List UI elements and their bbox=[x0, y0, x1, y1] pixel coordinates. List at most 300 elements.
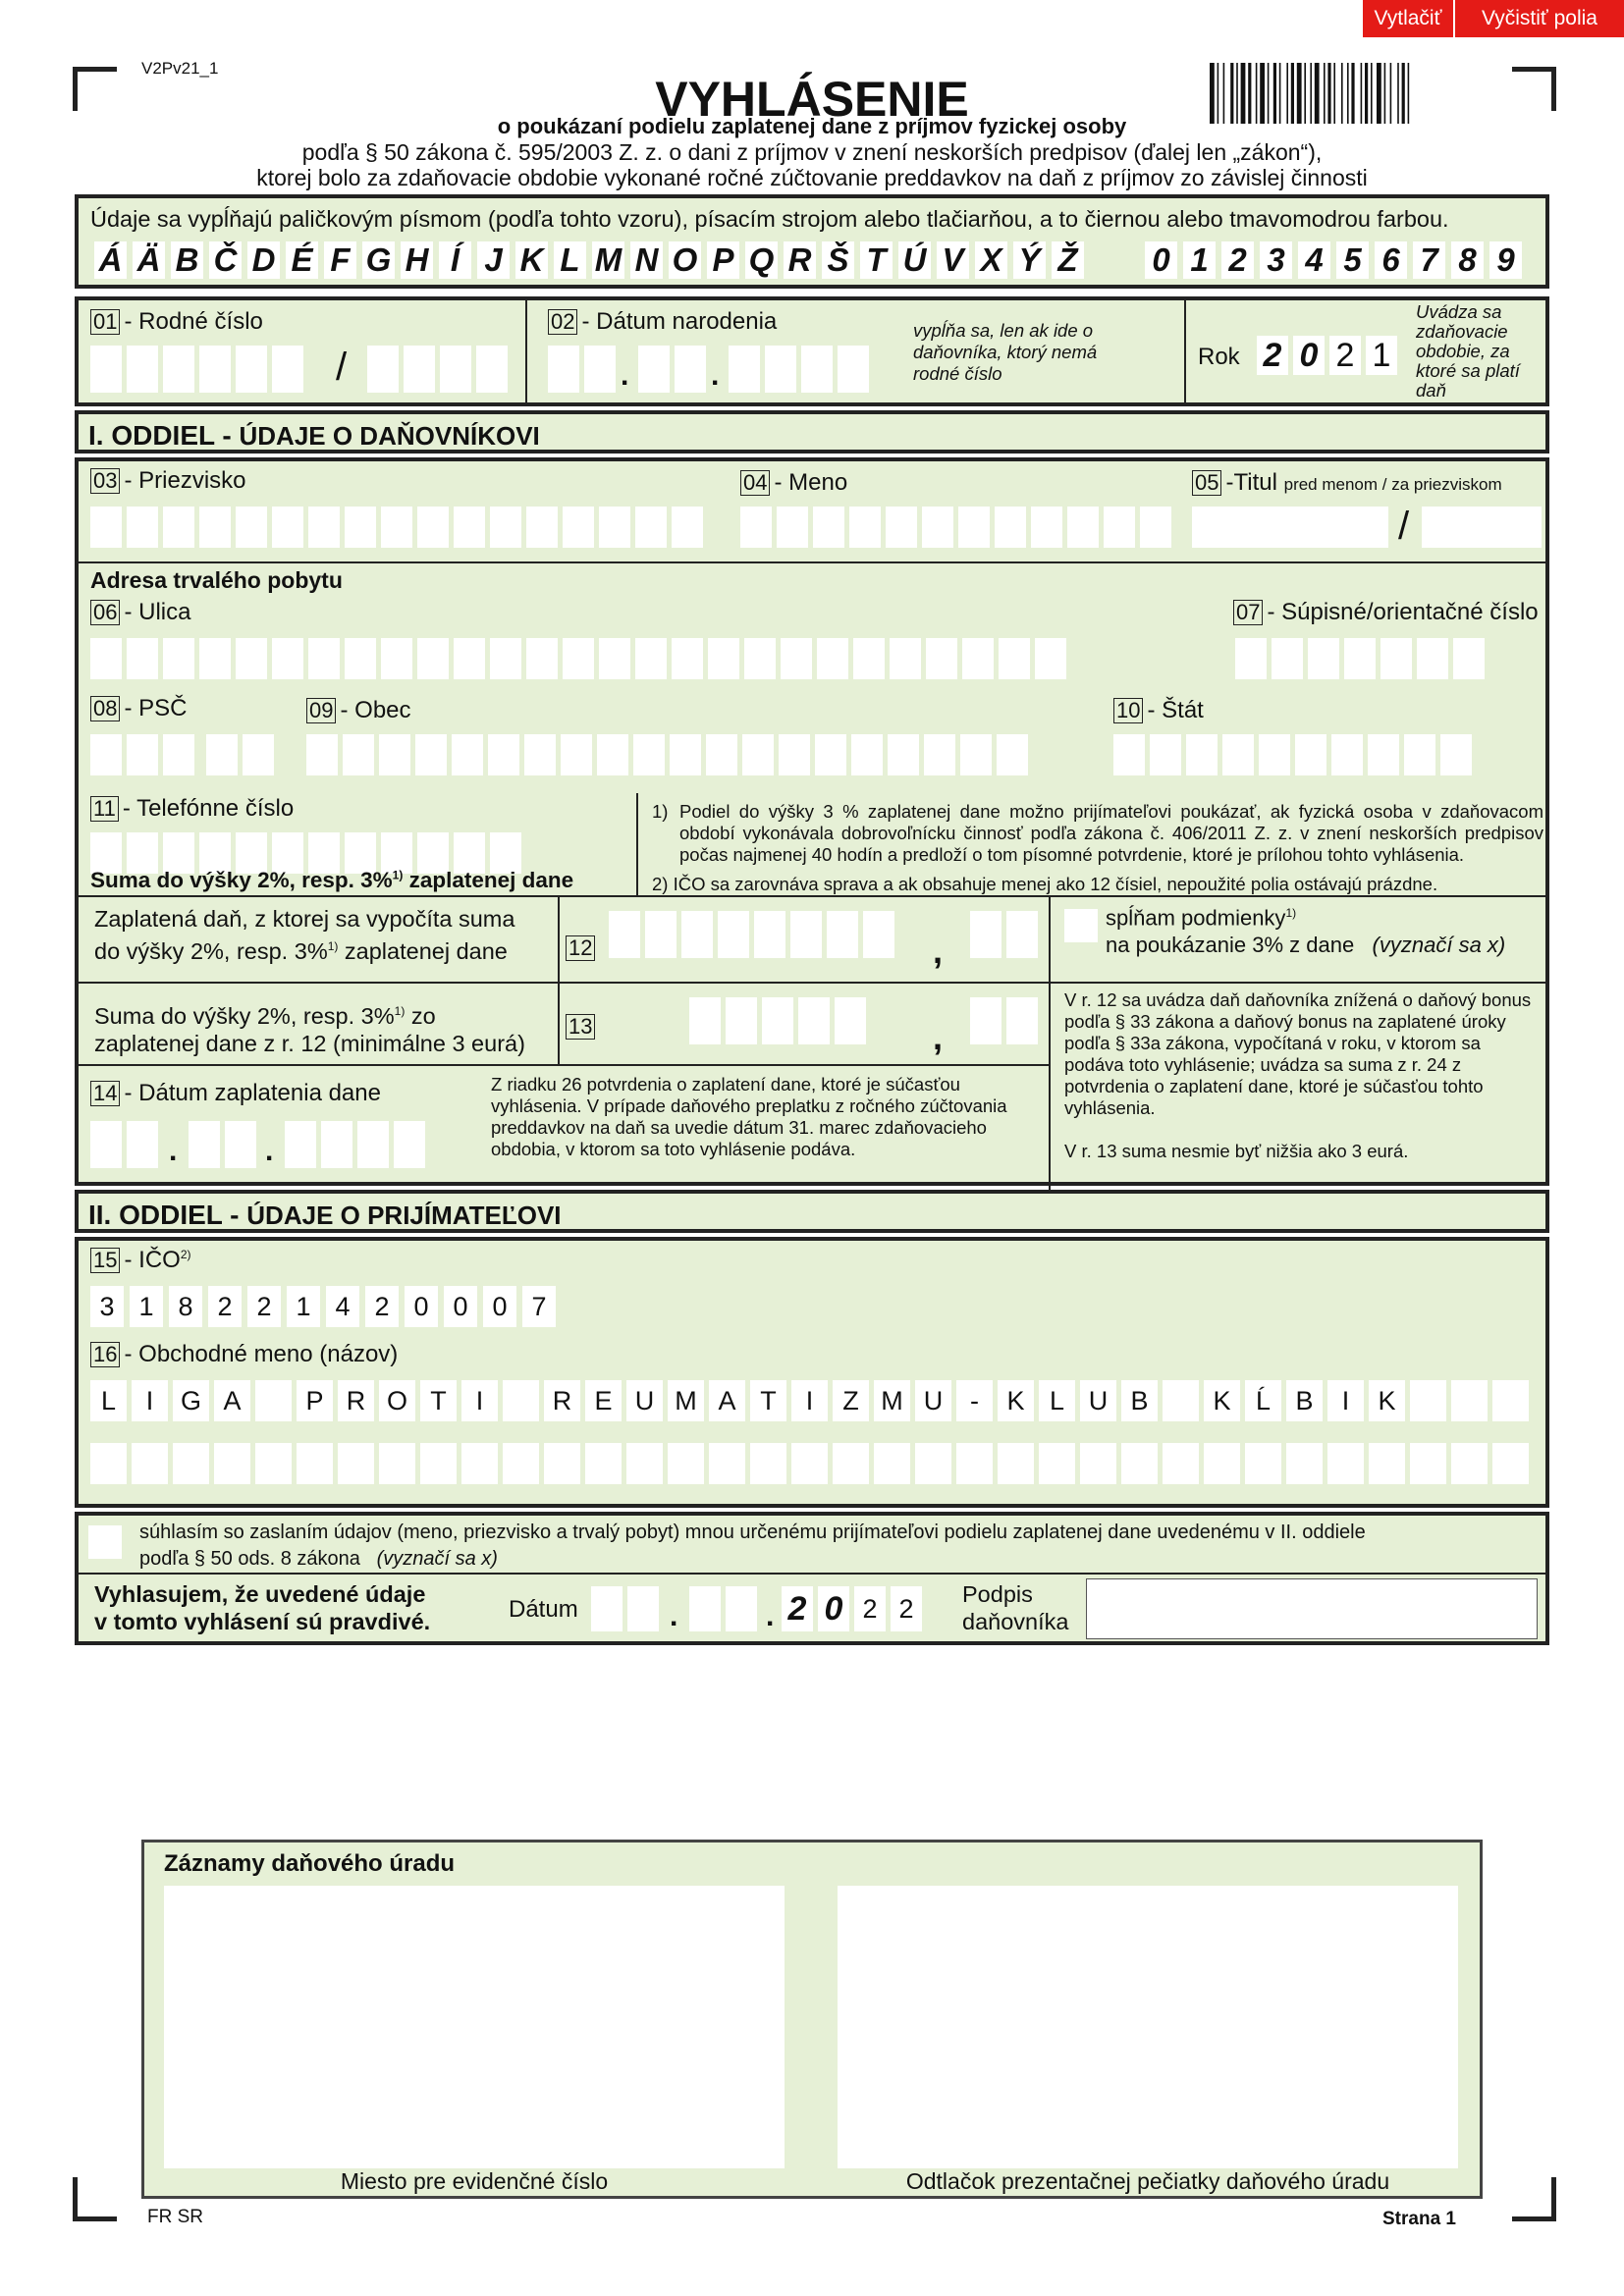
input-cell[interactable] bbox=[163, 507, 194, 548]
input-cell[interactable] bbox=[742, 734, 774, 775]
sample-char: 6 bbox=[1375, 241, 1407, 279]
input-cell[interactable] bbox=[454, 507, 485, 548]
payment-date-year[interactable] bbox=[285, 1121, 430, 1168]
input-cell[interactable] bbox=[236, 346, 267, 393]
input-cell[interactable] bbox=[214, 1443, 250, 1484]
input-cell[interactable] bbox=[922, 507, 953, 548]
print-button[interactable]: Vytlačiť bbox=[1363, 0, 1453, 37]
input-cell[interactable]: E bbox=[585, 1380, 622, 1421]
input-cell[interactable] bbox=[297, 1443, 333, 1484]
input-cell[interactable] bbox=[90, 507, 122, 548]
page-subtitle: o poukázaní podielu zaplatenej dane z príjmov fyzickej osoby bbox=[497, 114, 1127, 138]
tax-year[interactable] bbox=[1257, 336, 1402, 375]
input-cell[interactable] bbox=[960, 734, 992, 775]
input-cell[interactable] bbox=[440, 346, 471, 393]
input-cell[interactable] bbox=[163, 638, 194, 679]
input-cell[interactable] bbox=[394, 1121, 425, 1168]
instructions-box bbox=[75, 194, 1549, 289]
input-cell[interactable] bbox=[827, 911, 858, 958]
input-cell[interactable] bbox=[379, 734, 410, 775]
declaration-date-month[interactable] bbox=[689, 1586, 762, 1631]
title-after-input[interactable] bbox=[1422, 507, 1542, 548]
input-cell[interactable] bbox=[706, 734, 737, 775]
input-cell[interactable]: I bbox=[1327, 1380, 1364, 1421]
input-cell[interactable] bbox=[417, 638, 449, 679]
input-cell[interactable] bbox=[272, 507, 303, 548]
birth-date-year[interactable] bbox=[729, 346, 874, 393]
input-cell[interactable] bbox=[849, 507, 881, 548]
input-cell[interactable] bbox=[726, 1586, 757, 1631]
input-cell[interactable]: L bbox=[1039, 1380, 1075, 1421]
input-cell[interactable] bbox=[801, 346, 833, 393]
input-cell[interactable] bbox=[1410, 1380, 1446, 1421]
share-amount-euros[interactable] bbox=[689, 997, 871, 1044]
input-cell[interactable] bbox=[563, 507, 594, 548]
input-cell[interactable] bbox=[718, 911, 749, 958]
input-cell[interactable] bbox=[90, 1443, 127, 1484]
input-cell[interactable] bbox=[503, 1443, 539, 1484]
input-cell[interactable]: U bbox=[626, 1380, 663, 1421]
paid-tax-cents[interactable] bbox=[970, 911, 1043, 958]
input-cell[interactable] bbox=[1006, 911, 1038, 958]
input-cell[interactable] bbox=[890, 638, 921, 679]
input-cell[interactable] bbox=[744, 638, 776, 679]
suma-heading: Suma do výšky 2%, resp. 3%$^{1)}$ zaplatenej dane bbox=[90, 868, 574, 892]
input-cell[interactable] bbox=[1235, 638, 1267, 679]
input-cell[interactable] bbox=[886, 507, 917, 548]
input-cell[interactable] bbox=[584, 346, 616, 393]
input-cell[interactable]: B bbox=[1121, 1380, 1158, 1421]
input-cell[interactable]: 2 bbox=[365, 1286, 399, 1327]
input-cell[interactable] bbox=[1186, 734, 1218, 775]
input-cell[interactable] bbox=[1410, 1443, 1446, 1484]
input-cell[interactable] bbox=[1308, 638, 1339, 679]
input-cell[interactable] bbox=[1380, 638, 1412, 679]
country-input[interactable] bbox=[1113, 734, 1477, 775]
input-cell[interactable] bbox=[863, 911, 894, 958]
input-cell[interactable] bbox=[638, 346, 670, 393]
input-cell[interactable]: 0 bbox=[818, 1586, 849, 1631]
input-cell[interactable] bbox=[544, 1443, 580, 1484]
sample-char: Ž bbox=[1052, 241, 1084, 279]
input-cell[interactable] bbox=[815, 734, 846, 775]
input-cell[interactable] bbox=[585, 1443, 622, 1484]
input-cell[interactable] bbox=[926, 638, 957, 679]
input-cell[interactable] bbox=[338, 1443, 374, 1484]
input-cell[interactable] bbox=[90, 734, 122, 775]
input-cell[interactable] bbox=[790, 911, 822, 958]
birth-date-day[interactable] bbox=[548, 346, 621, 393]
birth-number-part2[interactable] bbox=[367, 346, 513, 393]
declaration-date-day[interactable] bbox=[591, 1586, 664, 1631]
input-cell[interactable] bbox=[1272, 638, 1303, 679]
input-cell[interactable] bbox=[1331, 734, 1363, 775]
input-cell[interactable]: 0 bbox=[444, 1286, 477, 1327]
input-cell[interactable] bbox=[548, 346, 579, 393]
input-cell[interactable] bbox=[956, 1443, 993, 1484]
page-title: VYHLÁSENIE bbox=[655, 72, 969, 127]
input-cell[interactable] bbox=[199, 638, 231, 679]
input-cell[interactable] bbox=[1286, 1443, 1323, 1484]
input-cell[interactable]: A bbox=[214, 1380, 250, 1421]
input-cell[interactable] bbox=[206, 734, 238, 775]
input-cell[interactable] bbox=[970, 911, 1001, 958]
input-cell[interactable] bbox=[681, 911, 713, 958]
input-cell[interactable] bbox=[420, 1443, 457, 1484]
input-cell[interactable] bbox=[675, 346, 706, 393]
declaration-text: Vyhlasujem, že uvedené údaje v tomto vyhlásení sú pravdivé. bbox=[94, 1581, 431, 1634]
input-cell[interactable] bbox=[357, 1121, 389, 1168]
signature-field[interactable] bbox=[1086, 1578, 1538, 1639]
input-cell[interactable]: 0 bbox=[1293, 336, 1325, 375]
sample-char: Ú bbox=[898, 241, 931, 279]
input-cell[interactable] bbox=[670, 734, 701, 775]
year-note: Uvádza sa zdaňovacie obdobie, za ktoré sa platí daň bbox=[1416, 301, 1520, 400]
birth-number-part1[interactable] bbox=[90, 346, 308, 393]
law-reference: podľa § 50 zákona č. 595/2003 Z. z. o dani z príjmov v znení neskorších predpisov (ďalej len „zákon“), bbox=[301, 139, 1323, 165]
street-input[interactable] bbox=[90, 638, 1071, 679]
input-cell[interactable] bbox=[1222, 734, 1254, 775]
input-cell[interactable] bbox=[740, 507, 772, 548]
input-cell[interactable] bbox=[503, 1380, 539, 1421]
input-cell[interactable] bbox=[90, 1121, 122, 1168]
input-cell[interactable]: U bbox=[915, 1380, 951, 1421]
surname-input[interactable] bbox=[90, 507, 708, 548]
input-cell[interactable] bbox=[1492, 1380, 1529, 1421]
input-cell[interactable] bbox=[591, 1586, 623, 1631]
evidence-number-area bbox=[164, 1886, 785, 2168]
input-cell[interactable] bbox=[308, 507, 340, 548]
input-cell[interactable] bbox=[970, 997, 1001, 1044]
input-cell[interactable] bbox=[998, 1443, 1034, 1484]
input-cell[interactable] bbox=[127, 507, 158, 548]
input-cell[interactable] bbox=[1259, 734, 1290, 775]
input-cell[interactable] bbox=[915, 1443, 951, 1484]
input-cell[interactable] bbox=[345, 507, 376, 548]
year-label: Rok bbox=[1198, 344, 1240, 370]
input-cell[interactable] bbox=[958, 507, 990, 548]
input-cell[interactable]: - bbox=[956, 1380, 993, 1421]
input-cell[interactable] bbox=[1121, 1443, 1158, 1484]
input-cell[interactable]: T bbox=[420, 1380, 457, 1421]
input-cell[interactable] bbox=[1031, 507, 1062, 548]
input-cell[interactable] bbox=[708, 638, 739, 679]
input-cell[interactable] bbox=[163, 346, 194, 393]
sample-char: P bbox=[707, 241, 739, 279]
input-cell[interactable] bbox=[1067, 507, 1099, 548]
input-cell[interactable]: 1 bbox=[130, 1286, 163, 1327]
input-cell[interactable] bbox=[1113, 734, 1145, 775]
input-cell[interactable] bbox=[838, 346, 869, 393]
input-cell[interactable]: Z bbox=[833, 1380, 869, 1421]
house-number-input[interactable] bbox=[1235, 638, 1489, 679]
input-cell[interactable] bbox=[635, 507, 667, 548]
three-percent-checkbox[interactable] bbox=[1064, 909, 1098, 942]
input-cell[interactable] bbox=[1404, 734, 1435, 775]
input-cell[interactable] bbox=[1163, 1380, 1199, 1421]
input-cell[interactable]: 2 bbox=[782, 1586, 813, 1631]
input-cell[interactable] bbox=[379, 1443, 415, 1484]
input-cell[interactable] bbox=[173, 1443, 209, 1484]
input-cell[interactable] bbox=[476, 346, 508, 393]
input-cell[interactable] bbox=[1368, 734, 1399, 775]
input-cell[interactable] bbox=[345, 638, 376, 679]
input-cell[interactable]: R bbox=[338, 1380, 374, 1421]
input-cell[interactable] bbox=[1295, 734, 1326, 775]
input-cell[interactable] bbox=[689, 997, 721, 1044]
declaration-date-year[interactable] bbox=[782, 1586, 927, 1631]
input-cell[interactable] bbox=[781, 638, 812, 679]
clear-fields-button[interactable]: Vyčistiť polia bbox=[1455, 0, 1624, 37]
input-cell[interactable] bbox=[672, 638, 703, 679]
input-cell[interactable] bbox=[163, 734, 194, 775]
input-cell[interactable] bbox=[452, 734, 483, 775]
input-cell[interactable] bbox=[132, 1443, 168, 1484]
input-cell[interactable] bbox=[765, 346, 796, 393]
input-cell[interactable] bbox=[404, 346, 435, 393]
input-cell[interactable] bbox=[526, 638, 558, 679]
input-cell[interactable] bbox=[199, 507, 231, 548]
input-cell[interactable] bbox=[1104, 507, 1135, 548]
input-cell[interactable] bbox=[306, 734, 338, 775]
law-reference-2: ktorej bolo za zdaňovacie obdobie vykonané ročné zúčtovanie preddavkov na daň z príjmov zo závislej činnosti bbox=[256, 165, 1368, 190]
input-cell[interactable] bbox=[672, 507, 703, 548]
birth-date-month[interactable] bbox=[638, 346, 711, 393]
input-cell[interactable] bbox=[1245, 1443, 1281, 1484]
input-cell[interactable] bbox=[833, 1443, 869, 1484]
input-cell[interactable] bbox=[645, 911, 677, 958]
corner-mark bbox=[73, 2177, 117, 2221]
input-cell[interactable] bbox=[689, 1586, 721, 1631]
input-cell[interactable] bbox=[627, 1586, 659, 1631]
input-cell[interactable]: K bbox=[1369, 1380, 1405, 1421]
input-cell[interactable] bbox=[417, 507, 449, 548]
input-cell[interactable] bbox=[285, 1121, 316, 1168]
input-cell[interactable] bbox=[754, 911, 785, 958]
sample-char: 9 bbox=[1489, 241, 1522, 279]
input-cell[interactable]: I bbox=[132, 1380, 168, 1421]
input-cell[interactable] bbox=[415, 734, 447, 775]
input-cell[interactable] bbox=[633, 734, 665, 775]
consent-checkbox[interactable] bbox=[88, 1525, 122, 1559]
input-cell[interactable] bbox=[127, 346, 158, 393]
input-cell[interactable] bbox=[1417, 638, 1448, 679]
input-cell[interactable] bbox=[599, 638, 630, 679]
input-cell[interactable] bbox=[343, 734, 374, 775]
input-cell[interactable] bbox=[526, 507, 558, 548]
sample-char: É bbox=[286, 241, 318, 279]
input-cell[interactable] bbox=[597, 734, 628, 775]
input-cell[interactable] bbox=[272, 638, 303, 679]
input-cell[interactable] bbox=[1344, 638, 1376, 679]
input-cell[interactable] bbox=[709, 1443, 745, 1484]
input-cell[interactable] bbox=[779, 734, 810, 775]
input-cell[interactable]: K bbox=[1204, 1380, 1240, 1421]
title-before-input[interactable] bbox=[1192, 507, 1388, 548]
input-cell[interactable] bbox=[997, 734, 1028, 775]
input-cell[interactable] bbox=[962, 638, 994, 679]
input-cell[interactable]: 0 bbox=[483, 1286, 516, 1327]
field-11-label: 11 - Telefónne číslo bbox=[90, 795, 294, 823]
input-cell[interactable] bbox=[1369, 1443, 1405, 1484]
input-cell[interactable] bbox=[563, 638, 594, 679]
input-cell[interactable]: 8 bbox=[169, 1286, 202, 1327]
input-cell[interactable] bbox=[90, 346, 122, 393]
input-cell[interactable] bbox=[255, 1380, 292, 1421]
input-cell[interactable] bbox=[817, 638, 848, 679]
input-cell[interactable] bbox=[381, 507, 412, 548]
paid-tax-euros[interactable] bbox=[609, 911, 899, 958]
input-cell[interactable] bbox=[750, 1443, 786, 1484]
input-cell[interactable]: M bbox=[874, 1380, 910, 1421]
field-14-note: Z riadku 26 potvrdenia o zaplatení dane, ktoré je súčasťou vyhlásenia. V prípade daňového preplatku z ročného zúčtovania preddavkov na daň sa uvedie dátum 31. marec zdaňovacieho obdobia, v ktorom sa toto vyhlásenie podáva. bbox=[491, 1074, 1007, 1159]
sample-char: 8 bbox=[1451, 241, 1484, 279]
input-cell[interactable] bbox=[888, 734, 919, 775]
input-cell[interactable] bbox=[127, 1121, 158, 1168]
input-cell[interactable] bbox=[609, 911, 640, 958]
input-cell[interactable]: O bbox=[379, 1380, 415, 1421]
input-cell[interactable] bbox=[243, 734, 274, 775]
input-cell[interactable] bbox=[729, 346, 760, 393]
input-cell[interactable]: I bbox=[791, 1380, 828, 1421]
input-cell[interactable] bbox=[1327, 1443, 1364, 1484]
input-cell[interactable] bbox=[1140, 507, 1171, 548]
sample-char: N bbox=[630, 241, 663, 279]
footnote-2: 2) IČO sa zarovnáva sprava a ak obsahuje menej ako 12 čísiel, nepoužité polia ostávajú prázdne. bbox=[652, 874, 1438, 894]
input-cell[interactable]: R bbox=[544, 1380, 580, 1421]
input-cell[interactable]: L bbox=[90, 1380, 127, 1421]
input-cell[interactable]: K bbox=[998, 1380, 1034, 1421]
input-cell[interactable] bbox=[924, 734, 955, 775]
input-cell[interactable] bbox=[127, 734, 158, 775]
input-cell[interactable]: 2 bbox=[854, 1586, 886, 1631]
input-cell[interactable] bbox=[236, 507, 267, 548]
sample-char: F bbox=[324, 241, 356, 279]
input-cell[interactable] bbox=[1163, 1443, 1199, 1484]
note-row-13: V r. 13 suma nesmie byť nižšia ako 3 eurá. bbox=[1064, 1141, 1409, 1161]
input-cell[interactable]: B bbox=[1286, 1380, 1323, 1421]
input-cell[interactable] bbox=[635, 638, 667, 679]
payment-date-day[interactable] bbox=[90, 1121, 163, 1168]
input-cell[interactable] bbox=[236, 638, 267, 679]
input-cell[interactable] bbox=[488, 734, 519, 775]
input-cell[interactable]: A bbox=[709, 1380, 745, 1421]
input-cell[interactable]: Ĺ bbox=[1245, 1380, 1281, 1421]
input-cell[interactable] bbox=[1204, 1443, 1240, 1484]
input-cell[interactable]: 2 bbox=[208, 1286, 242, 1327]
input-cell[interactable] bbox=[1080, 1443, 1116, 1484]
input-cell[interactable] bbox=[995, 507, 1026, 548]
input-cell[interactable] bbox=[490, 507, 521, 548]
input-cell[interactable] bbox=[199, 346, 231, 393]
recipient-name-line-1[interactable] bbox=[90, 1380, 1534, 1421]
input-cell[interactable]: M bbox=[668, 1380, 704, 1421]
input-cell[interactable]: T bbox=[750, 1380, 786, 1421]
input-cell[interactable]: 0 bbox=[405, 1286, 438, 1327]
input-cell[interactable] bbox=[90, 638, 122, 679]
input-cell[interactable] bbox=[1453, 638, 1485, 679]
input-cell[interactable] bbox=[1451, 1380, 1488, 1421]
input-cell[interactable] bbox=[777, 507, 808, 548]
input-cell[interactable] bbox=[726, 997, 757, 1044]
input-cell[interactable] bbox=[255, 1443, 292, 1484]
input-cell[interactable] bbox=[461, 1443, 498, 1484]
input-cell[interactable] bbox=[189, 1121, 220, 1168]
input-cell[interactable] bbox=[321, 1121, 352, 1168]
input-cell[interactable] bbox=[272, 346, 303, 393]
input-cell[interactable] bbox=[127, 638, 158, 679]
input-cell[interactable] bbox=[762, 997, 793, 1044]
input-cell[interactable]: 3 bbox=[90, 1286, 124, 1327]
id-box: 01 - Rodné číslo / 02 - Dátum narodenia vypĺňa sa, len ak ide o daňovníka, ktorý nemá rodné číslo . . Rok 2 0 2 1 Uvádza sa zdaňovacie obdobie, za ktoré sa platí daň bbox=[75, 296, 1549, 406]
input-cell[interactable]: P bbox=[297, 1380, 333, 1421]
input-cell[interactable] bbox=[225, 1121, 256, 1168]
postal-code-part2[interactable] bbox=[206, 734, 279, 775]
input-cell[interactable] bbox=[599, 507, 630, 548]
input-cell[interactable]: 7 bbox=[522, 1286, 556, 1327]
three-percent-label: spĺňam podmienky$^{1)}$ na poukázanie 3% z dane (vyznačí sa x) bbox=[1106, 905, 1506, 958]
municipality-input[interactable] bbox=[306, 734, 1033, 775]
input-cell[interactable] bbox=[1451, 1443, 1488, 1484]
input-cell[interactable]: 2 bbox=[1329, 336, 1361, 375]
input-cell[interactable] bbox=[791, 1443, 828, 1484]
input-cell[interactable] bbox=[1006, 997, 1038, 1044]
input-cell[interactable] bbox=[1440, 734, 1472, 775]
payment-date-month[interactable] bbox=[189, 1121, 261, 1168]
first-name-input[interactable] bbox=[740, 507, 1176, 548]
input-cell[interactable] bbox=[851, 734, 883, 775]
input-cell[interactable]: 2 bbox=[247, 1286, 281, 1327]
recipient-ico[interactable] bbox=[90, 1286, 562, 1327]
sample-char: O bbox=[669, 241, 701, 279]
stamp-caption: Odtlačok prezentačnej pečiatky daňového úradu bbox=[905, 2168, 1390, 2194]
input-cell[interactable] bbox=[835, 997, 866, 1044]
input-cell[interactable] bbox=[1035, 638, 1066, 679]
input-cell[interactable] bbox=[999, 638, 1030, 679]
input-cell[interactable] bbox=[367, 346, 399, 393]
input-cell[interactable]: 4 bbox=[326, 1286, 359, 1327]
input-cell[interactable]: 2 bbox=[891, 1586, 922, 1631]
input-cell[interactable] bbox=[308, 638, 340, 679]
postal-code-part1[interactable] bbox=[90, 734, 199, 775]
input-cell[interactable] bbox=[1039, 1443, 1075, 1484]
input-cell[interactable] bbox=[454, 638, 485, 679]
recipient-name-line-2[interactable] bbox=[90, 1443, 1534, 1484]
input-cell[interactable] bbox=[561, 734, 592, 775]
field-09-label: 09 - Obec bbox=[306, 697, 411, 724]
input-cell[interactable]: I bbox=[461, 1380, 498, 1421]
input-cell[interactable] bbox=[524, 734, 556, 775]
input-cell[interactable] bbox=[626, 1443, 663, 1484]
input-cell[interactable] bbox=[490, 638, 521, 679]
input-cell[interactable]: 1 bbox=[1366, 336, 1397, 375]
input-cell[interactable]: 1 bbox=[287, 1286, 320, 1327]
section-1-body: 03 - Priezvisko 04 - Meno 05 -Titul pred menom / za priezviskom / Adresa trvalého pobytu 06 - Ulica 07 - Súpisné/orientačné číslo 08 - PSČ 09 - Obec 10 - Štát 11 - Telefónne číslo 1) Podiel do výšky 3 % zaplatenej dane možno prijímateľovi poukázať, ak fyzická osoba v zdaňovacom období vykonávala dobrovoľnícku činnosť podľa zákona č. 406/2011 Z. z. v znení neskorších predpisov počas najmenej 40 hodín a predloží o tom písomné potvrdenie, ktoré je prílohou tohto vyhlásenia. 2) IČO sa zarovnáva sprava a ak obsahuje menej ako 12 čísiel, nepoužité polia ostávajú prázdne. Suma do výšky 2%, resp. 3%$^{1)}$ zaplatenej dane Zaplatená daň, z ktorej sa vypočíta suma do výšky 2%, resp. 3%$^{1)}$ zaplatenej dane 12 , spĺňam podmienky$^{1)}$ na poukázanie 3% z dane (vyznačí sa x) Suma do výšky 2%, resp. 3%$^{1)}$ zo zaplatenej dane z r. 12 (minimálne 3 eurá) 13 , V r. 12 sa uvádza daň daňovníka znížená o daňový bonus podľa § 33 zákona a daňový bonus na zaplatené úroky podľa § 33a zákona, vypočítaná v roku, v ktorom sa podáva toto vyhlásenie; uvádza sa suma z r. 24 z potvrdenia o zaplatení dane, ktoré je súčasťou tohto vyhlásenia. V r. 13 suma nesmie byť nižšia ako 3 eurá. 14 - Dátum zaplatenia dane Z riadku 26 potvrdenia o zaplatení dane, ktoré je súčasťou vyhlásenia. V prípade daňového preplatku z ročného zúčtovania preddavkov na daň sa uvedie dátum 31. marec zdaňovacieho obdobia, v ktorom sa toto vyhlásenie podáva. . . bbox=[75, 457, 1549, 1186]
input-cell[interactable] bbox=[853, 638, 885, 679]
input-cell[interactable] bbox=[874, 1443, 910, 1484]
input-cell[interactable] bbox=[381, 638, 412, 679]
input-cell[interactable]: 2 bbox=[1257, 336, 1288, 375]
input-cell[interactable] bbox=[798, 997, 830, 1044]
share-amount-cents[interactable] bbox=[970, 997, 1043, 1044]
input-cell[interactable] bbox=[1150, 734, 1181, 775]
input-cell[interactable]: G bbox=[173, 1380, 209, 1421]
input-cell[interactable] bbox=[668, 1443, 704, 1484]
input-cell[interactable] bbox=[1492, 1443, 1529, 1484]
sample-char: 7 bbox=[1413, 241, 1445, 279]
input-cell[interactable]: U bbox=[1080, 1380, 1116, 1421]
input-cell[interactable] bbox=[813, 507, 844, 548]
